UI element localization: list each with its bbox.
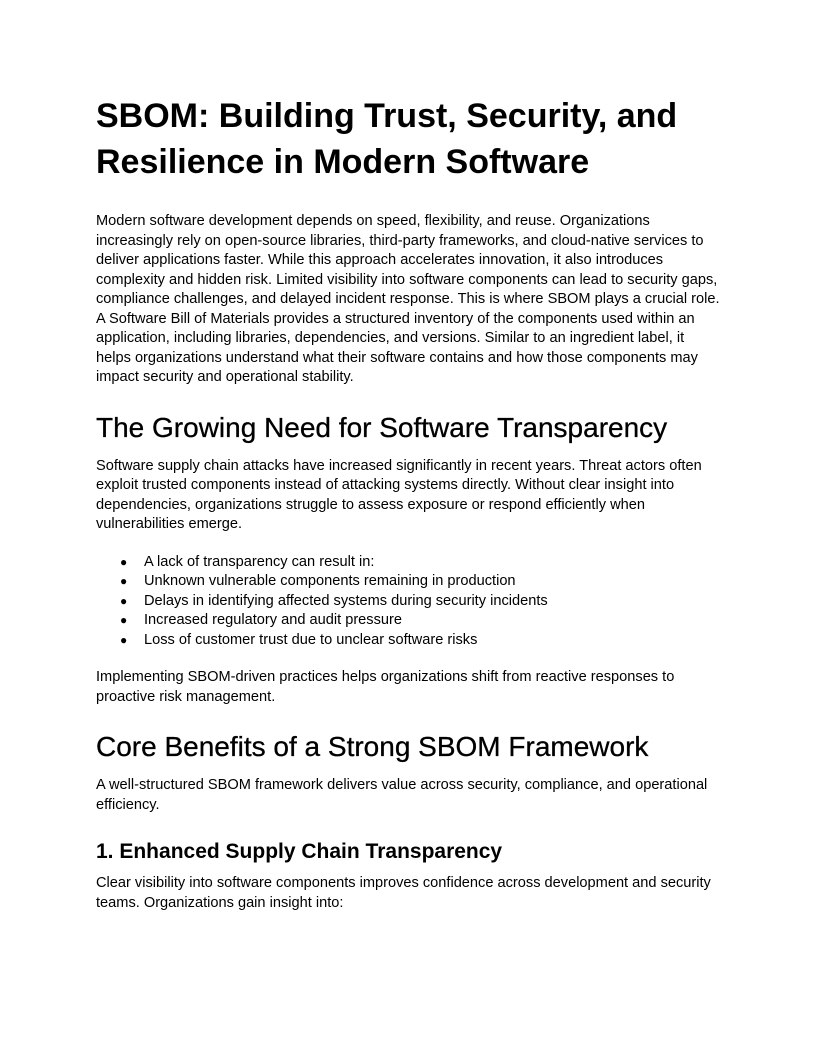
list-item [96,592,720,612]
list-item [96,631,720,651]
bullet-icon: ● [120,554,128,569]
list-item [96,572,720,592]
list-item-text: Unknown vulnerable components remaining in production [144,573,516,589]
bullet-icon: ● [120,593,128,608]
list-item-text: Delays in identifying affected systems during security incidents [144,592,548,609]
section-closing-transparency: Implementing SBOM-driven practices helps organizations shift from reactive responses to proactive risk management. [96,669,675,705]
list-item-text: Increased regulatory and audit pressure [144,612,402,628]
section-heading-benefits: Core Benefits of a Strong SBOM Framework [96,731,649,762]
list-item-text: Loss of customer trust due to unclear software risks [144,631,478,648]
document-title: SBOM: Building Trust, Security, and Resilience in Modern Software [96,97,678,181]
section-paragraph-transparency: Software supply chain attacks have increased significantly in recent years. Threat actors often exploit trusted components instead of attacking systems directly. Without clear insight into dependencies, organizations struggle to assess exposure or respond efficiently when vulnerabilities emerge. [96,457,702,532]
risk-bullet-list [96,553,720,651]
section-paragraph-benefits: A well-structured SBOM framework delivers value across security, compliance, and operational efficiency. [96,777,708,813]
bullet-icon: ● [120,613,128,627]
section-heading-transparency: The Growing Need for Software Transparency [96,411,668,443]
subsection-paragraph-supply-chain: Clear visibility into software components improves confidence across development and security teams. Organizations gain insight into: [96,875,711,911]
document-page [96,93,720,913]
list-item-text: A lack of transparency can result in: [144,553,375,570]
list-item [96,553,720,573]
list-item [96,611,720,631]
bullet-icon: ● [120,632,128,647]
subsection-heading-supply-chain: 1. Enhanced Supply Chain Transparency [96,840,503,863]
bullet-icon: ● [120,574,128,588]
intro-paragraph: Modern software development depends on speed, flexibility, and reuse. Organizations increasingly rely on open-source libraries, third-party frameworks, and cloud-native services to deliver applications faster. While this approach accelerates innovation, it also introduces complexity and hidden risk. Limited visibility into software components can lead to security gaps, compliance challenges, and delayed incident response. This is where SBOM plays a crucial role. A Software Bill of Materials provides a structured inventory of the components used within an application, including libraries, dependencies, and versions. Similar to an ingredient label, it helps organizations understand what their software contains and how those components may impact security and operational stability. [96,213,720,385]
